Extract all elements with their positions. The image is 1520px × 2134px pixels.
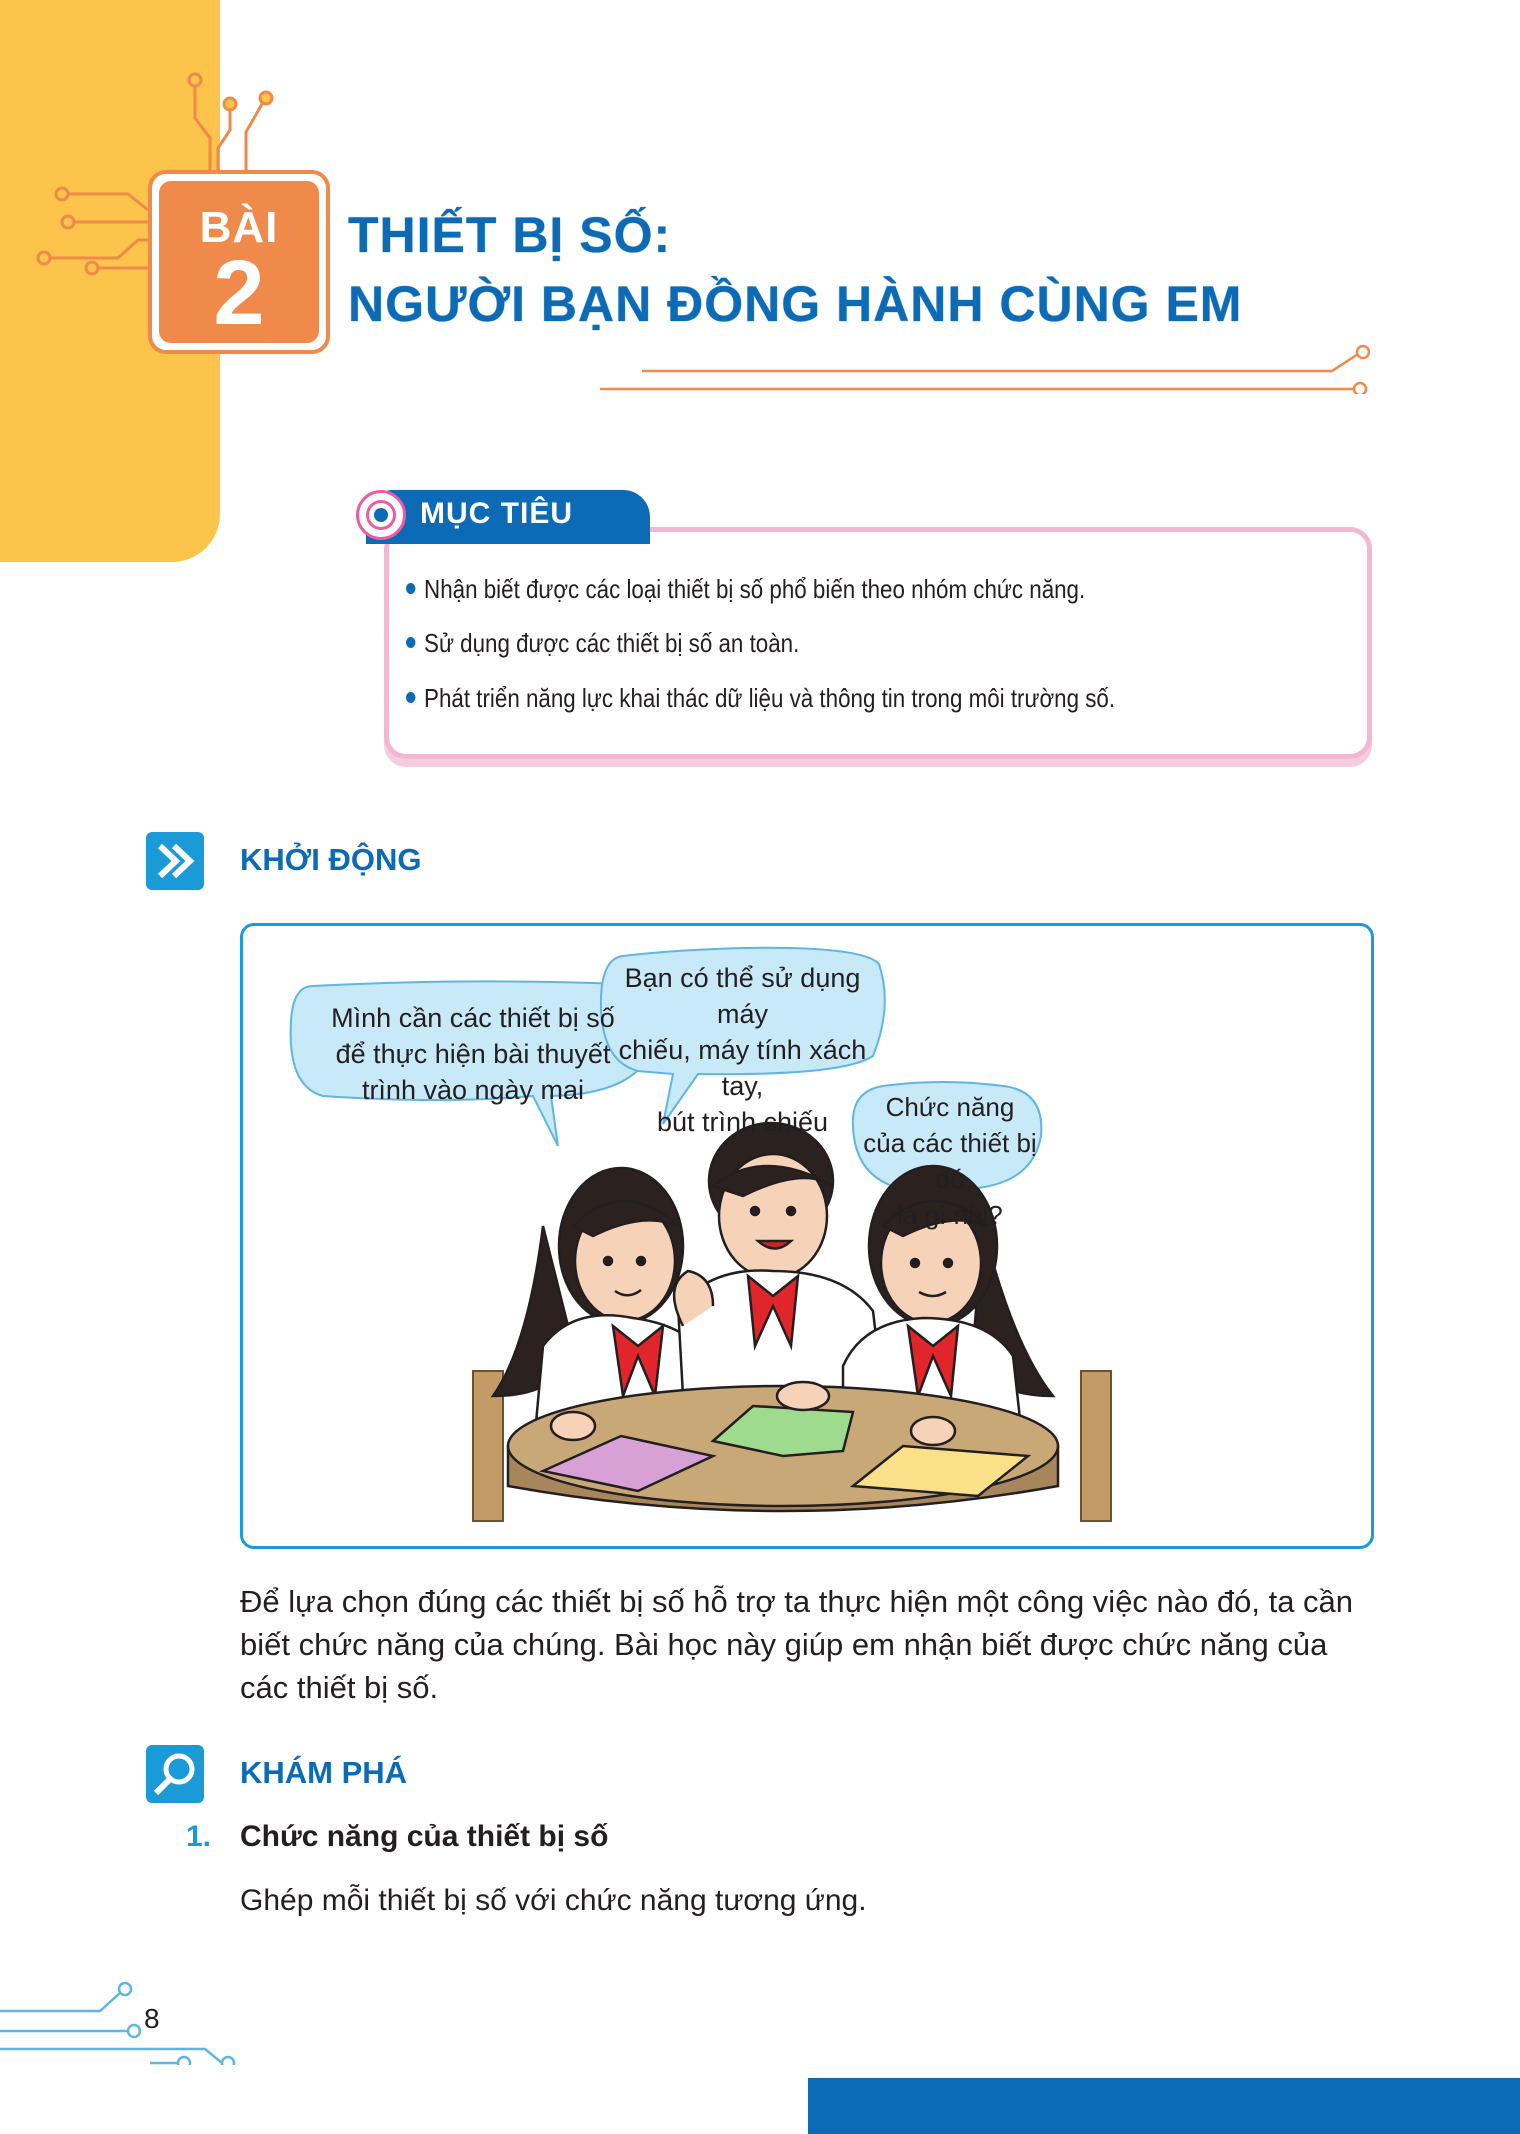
subsection-title: Chức năng của thiết bị số — [240, 1820, 609, 1853]
page-number: 8 — [144, 2003, 160, 2034]
lesson-badge-word: BÀI — [199, 203, 279, 252]
footer-bar — [808, 2078, 1520, 2134]
warmup-heading: KHỞI ĐỘNG — [240, 842, 422, 877]
objective-item — [406, 574, 1085, 605]
bullet-icon — [406, 583, 415, 594]
objective-item — [406, 628, 799, 659]
subsection-number: 1. — [186, 1820, 212, 1853]
objective-text: Sử dụng được các thiết bị số an toàn. — [424, 628, 800, 658]
lesson-title-line-2: NGƯỜI BẠN ĐỒNG HÀNH CÙNG EM — [348, 276, 1243, 332]
objective-text: Phát triển năng lực khai thác dữ liệu và thông tin trong môi trường số. — [424, 683, 1116, 713]
speech-text-middle: Bạn có thể sử dụng máy chiếu, máy tính xách tay, bút trình chiếu — [618, 963, 867, 1137]
objective-text: Nhận biết được các loại thiết bị số phổ biến theo nhóm chức năng. — [424, 574, 1086, 604]
fast-forward-icon — [146, 832, 204, 890]
objective-item — [406, 683, 1115, 714]
speech-text-left: Mình cần các thiết bị số để thực hiện bài thuyết trình vào ngày mai — [331, 1003, 615, 1105]
bullet-icon — [406, 637, 415, 648]
objectives-heading: MỤC TIÊU — [420, 497, 573, 530]
classroom-illustration — [240, 923, 1374, 1549]
lesson-title-line-1: THIẾT BỊ SỐ: — [348, 207, 672, 263]
circuit-decoration-bottom — [0, 1975, 260, 2065]
task-instruction: Ghép mỗi thiết bị số với chức năng tương ứng. — [240, 1884, 867, 1917]
objectives-tab-tail — [600, 490, 652, 544]
target-icon-center — [374, 508, 388, 522]
explore-heading: KHÁM PHÁ — [240, 1755, 408, 1790]
lesson-number: 2 — [213, 242, 265, 344]
speech-text-right: Chức năng của các thiết bị đó là gì nhỉ? — [863, 1092, 1037, 1230]
bullet-icon — [406, 692, 415, 703]
lesson-badge — [148, 170, 330, 354]
intro-paragraph: Để lựa chọn đúng các thiết bị số hỗ trợ ta thực hiện một công việc nào đó, ta cần biết chức năng của chúng. Bài học này giúp em nhận biết được chức năng của các thiết bị số. — [240, 1584, 1354, 1705]
magnifier-icon — [146, 1745, 204, 1803]
title-underline-decoration — [590, 344, 1380, 394]
